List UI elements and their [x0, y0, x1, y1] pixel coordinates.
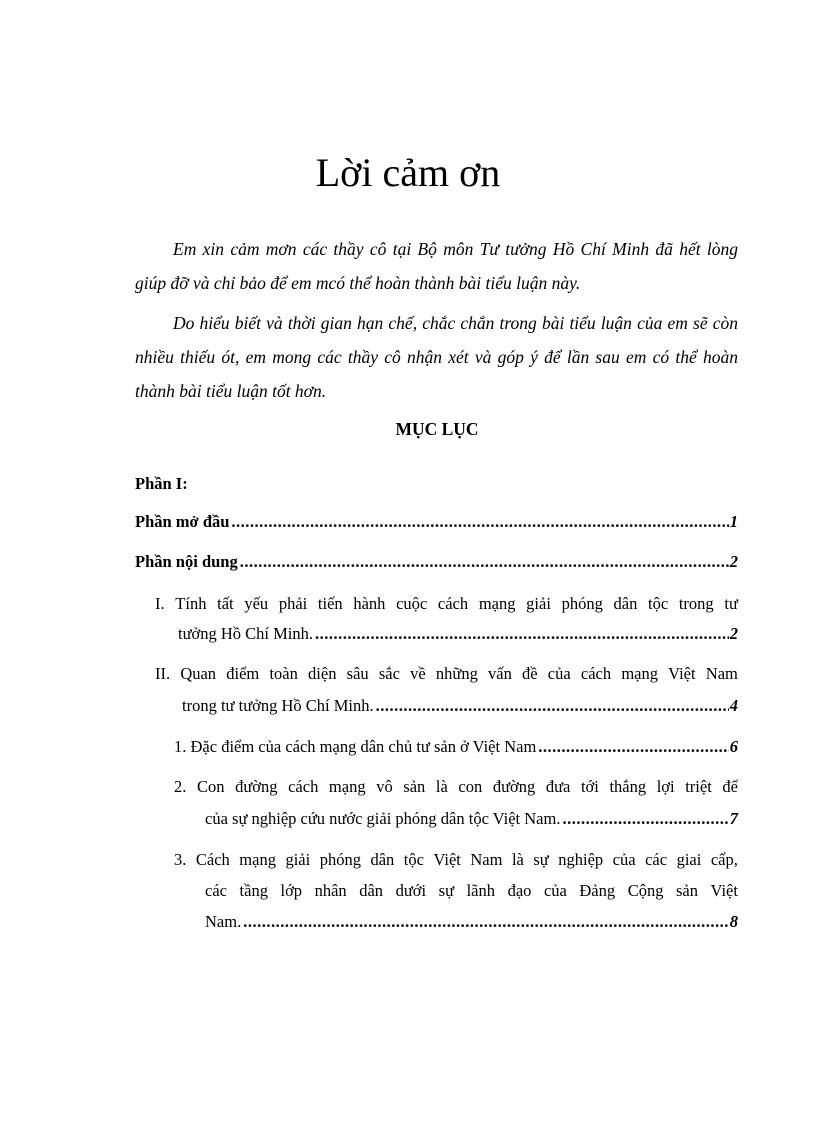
toc-entry-text: Nam. [205, 912, 242, 931]
toc-page-number: 2 [729, 552, 738, 571]
page-title: Lời cảm ơn [315, 149, 501, 195]
toc-entry-middle-line: các tầng lớp nhân dân dưới sự lãnh đạo của Đảng Cộng sản Việt [205, 881, 738, 900]
toc-page-number: 4 [729, 696, 738, 715]
toc-page-number: 6 [729, 737, 738, 756]
toc-entry-first-line: II. Quan điểm toàn diện sâu sắc về những vấn đề của cách mạng Việt Nam [155, 664, 738, 683]
toc-entry-text: Phần mở đầu [135, 512, 230, 531]
toc-entry-content[interactable] [135, 550, 738, 574]
toc-entry-text: tưởng Hồ Chí Minh. [178, 624, 314, 643]
toc-leader-dots [243, 910, 729, 934]
toc-leader-dots [231, 510, 728, 534]
toc-entry-last-line [205, 807, 738, 831]
toc-entry-last-line [205, 910, 738, 934]
toc-entry-last-line [178, 622, 738, 646]
toc-leader-dots [240, 550, 729, 574]
toc-page-number: 8 [729, 912, 738, 931]
acknowledgement-paragraph-2: Do hiểu biết và thời gian hạn chế, chắc chắn trong bài tiểu luận của em sẽ còn nhiều thiếu ót, em mong các thầy cô nhận xét và góp ý để lần sau em có thể hoàn thành bài tiểu luận tốt hơn. [135, 313, 738, 401]
toc-entry-intro[interactable] [135, 510, 738, 534]
toc-heading: MỤC LỤC [395, 419, 479, 439]
toc-entry-subsection-1[interactable] [174, 735, 738, 759]
toc-entry-text: trong tư tưởng Hồ Chí Minh. [182, 696, 374, 715]
toc-leader-dots [376, 694, 729, 718]
acknowledgement-paragraph-1: Em xin cảm mơn các thầy cô tại Bộ môn Tư tưởng Hồ Chí Minh đã hết lòng giúp đỡ và chỉ bảo để em mcó thể hoàn thành bài tiểu luận này. [135, 239, 738, 293]
toc-part-label: Phần I: [135, 474, 188, 493]
toc-entry-text: Phần nội dung [135, 552, 238, 571]
toc-entry-first-line: 2. Con đường cách mạng vô sản là con đường đưa tới thắng lợi triệt để [174, 777, 738, 796]
toc-leader-dots [538, 735, 728, 759]
toc-leader-dots [562, 807, 728, 831]
toc-entry-last-line [182, 694, 738, 718]
toc-entry-first-line: 3. Cách mạng giải phóng dân tộc Việt Nam là sự nghiệp của các giai cấp, [174, 850, 738, 869]
toc-page-number: 1 [729, 512, 738, 531]
toc-entry-first-line: I. Tính tất yếu phải tiến hành cuộc cách mạng giải phóng dân tộc trong tư [155, 594, 738, 613]
toc-page-number: 7 [729, 809, 738, 828]
toc-entry-text: 1. Đặc điểm của cách mạng dân chủ tư sản ở Việt Nam [174, 737, 537, 756]
toc-leader-dots [315, 622, 729, 646]
toc-entry-text: của sự nghiệp cứu nước giải phóng dân tộc Việt Nam. [205, 809, 561, 828]
toc-page-number: 2 [729, 624, 738, 643]
